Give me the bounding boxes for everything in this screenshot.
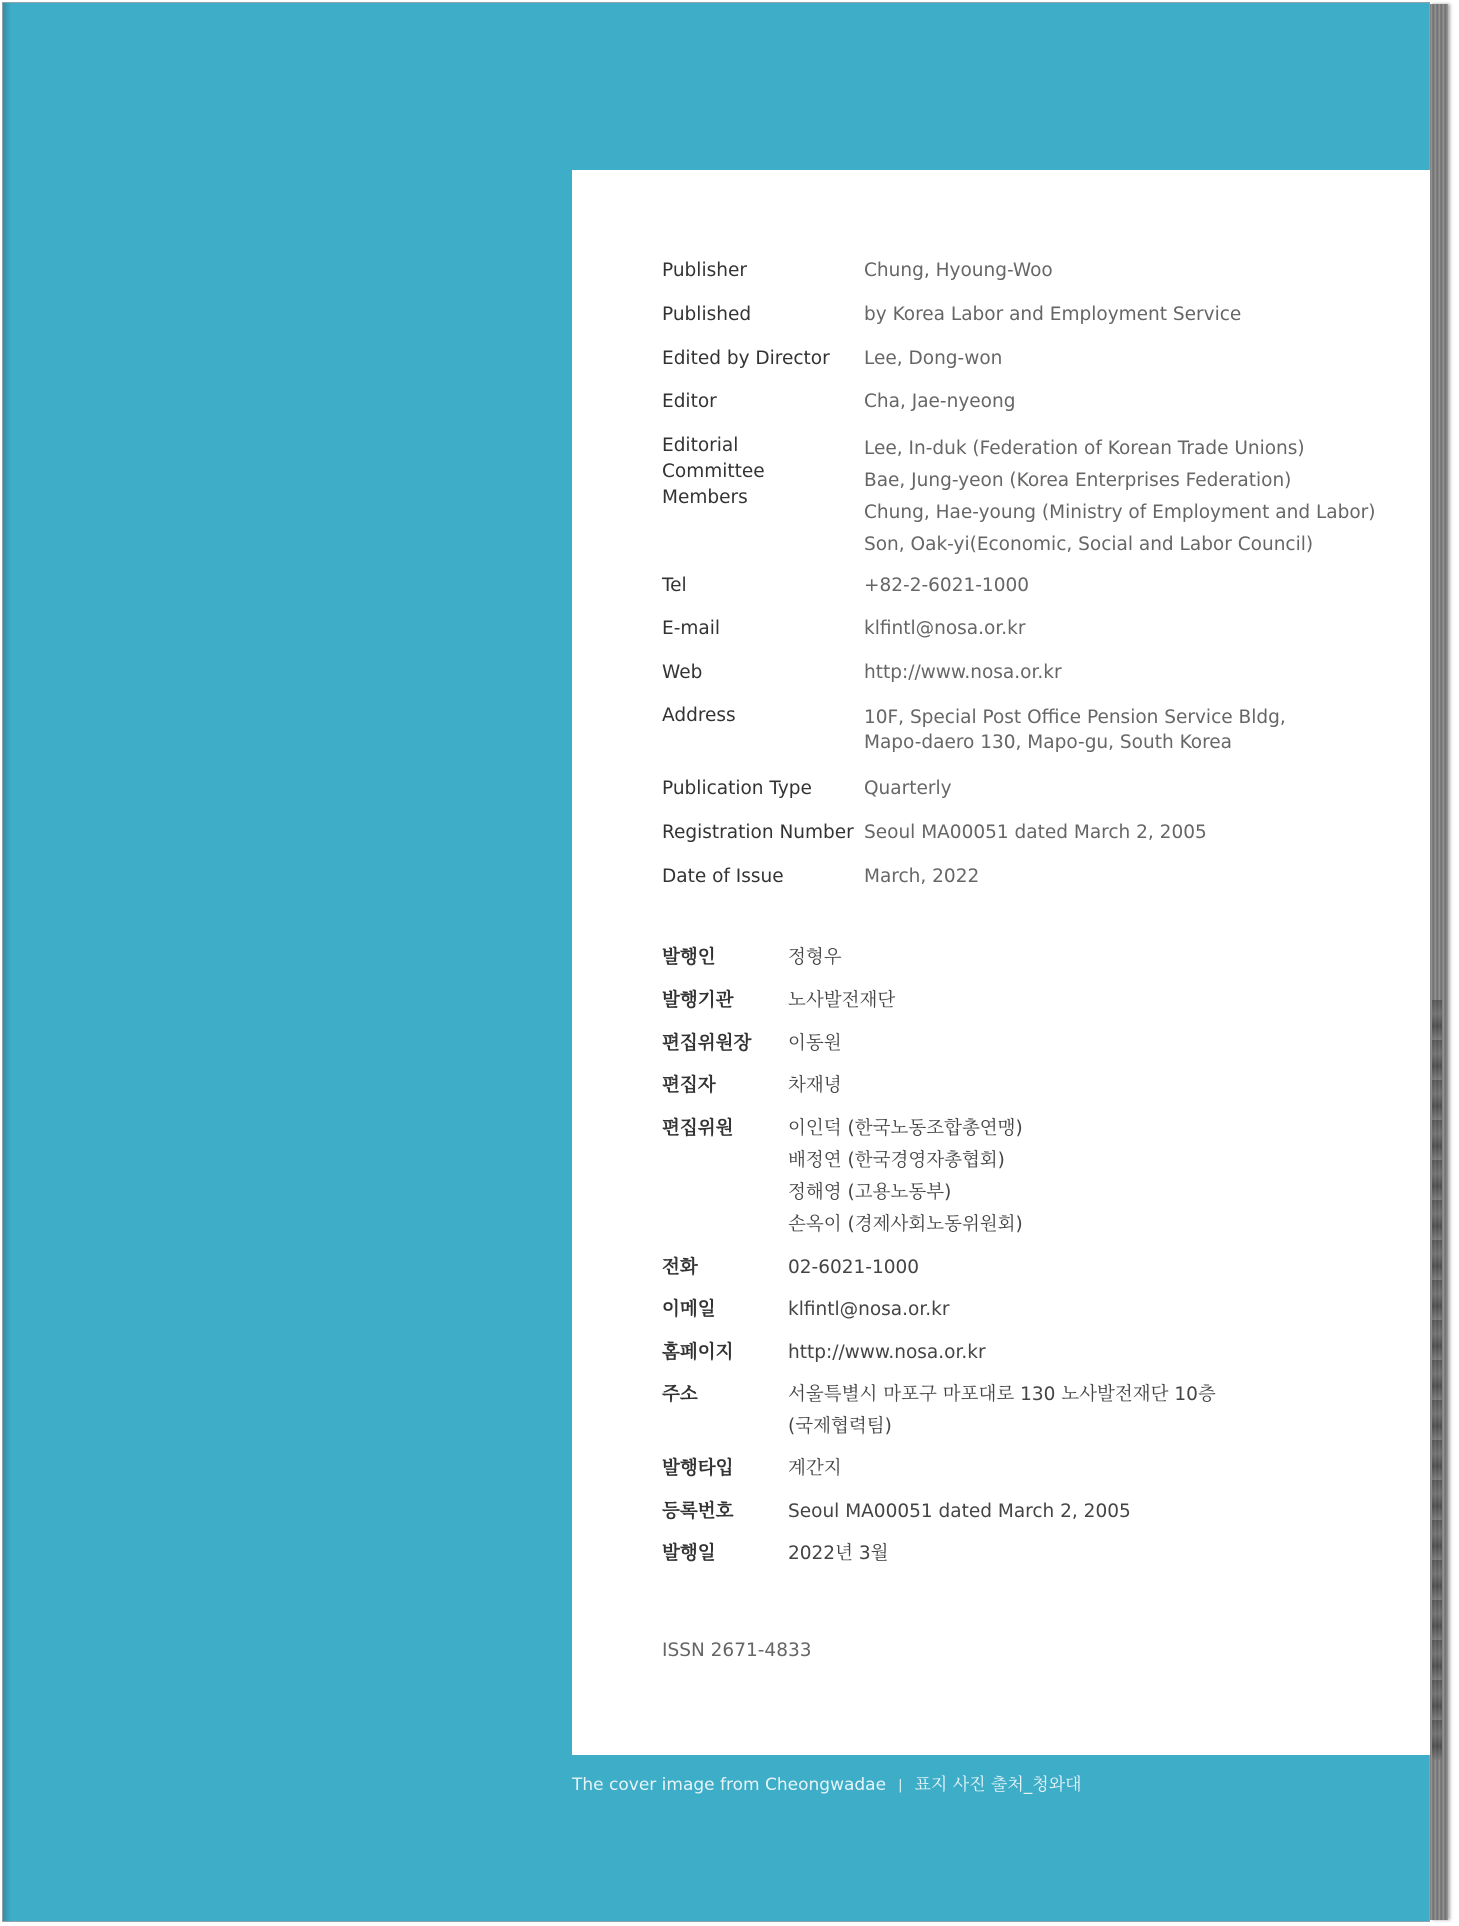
label-ko-address: 주소: [662, 1384, 698, 1405]
row-ko-date: [662, 1538, 1422, 1581]
value-ko-editor: 차재녕: [788, 1075, 842, 1096]
value-committee-member: Son, Oak-yi(Economic, Social and Labor Council): [864, 533, 1314, 555]
issn: ISSN 2671-4833: [662, 1640, 812, 1661]
credit-korean: 표지 사진 출처_청와대: [914, 1775, 1082, 1795]
row-editor: [662, 389, 1422, 433]
row-publication-type: [662, 776, 1422, 820]
label-ko-editor: 편집자: [662, 1075, 716, 1096]
row-address: [662, 703, 1422, 776]
label-edited-by: Edited by Director: [662, 347, 830, 369]
row-registration-number: [662, 820, 1422, 864]
value-publication-type: Quarterly: [864, 778, 952, 799]
row-edited-by: [662, 346, 1422, 390]
row-editorial-committee: [662, 433, 1422, 573]
value-committee-member: Chung, Hae-young (Ministry of Employment and Labor): [864, 501, 1376, 523]
row-ko-address: [662, 1379, 1422, 1453]
value-ko-date: 2022년 3월: [788, 1543, 889, 1564]
row-ko-committee: [662, 1113, 1422, 1252]
masthead-english: [662, 258, 1422, 908]
masthead-panel: [572, 170, 1430, 1755]
value-web: http://www.nosa.or.kr: [864, 661, 1062, 683]
value-ko-registration: Seoul MA00051 dated March 2, 2005: [788, 1500, 1131, 1522]
value-address-line: 10F, Special Post Office Pension Service Bldg,: [864, 707, 1286, 728]
value-date-of-issue: March, 2022: [864, 865, 980, 887]
row-tel: [662, 573, 1422, 617]
value-ko-tel: 02-6021-1000: [788, 1256, 920, 1278]
value-committee-member: Bae, Jung-yeon (Korea Enterprises Federation): [864, 469, 1292, 491]
row-ko-editor: [662, 1070, 1422, 1113]
value-committee-member: Lee, In-duk (Federation of Korean Trade Unions): [864, 437, 1305, 459]
value-ko-committee-member: 이인덕 (한국노동조합총연맹): [788, 1117, 1023, 1139]
row-ko-publishing-org: [662, 985, 1422, 1028]
cover-image-credit: [572, 1770, 1082, 1795]
label-publication-type: Publication Type: [662, 778, 812, 799]
spine-shadow: [3, 3, 11, 1921]
label-editorial-committee: Editorial Committee Members: [662, 434, 765, 508]
label-ko-publishing-org: 발행기관: [662, 990, 734, 1011]
value-ko-committee-member: 배정연 (한국경영자총협회): [788, 1149, 1005, 1171]
value-ko-address-line: (국제협력팀): [788, 1416, 892, 1437]
label-publisher: Publisher: [662, 260, 747, 281]
row-published: [662, 302, 1422, 346]
value-ko-email: klfintl@nosa.or.kr: [788, 1299, 950, 1320]
value-ko-publication-type: 계간지: [788, 1458, 842, 1479]
label-registration-number: Registration Number: [662, 821, 854, 843]
value-edited-by: Lee, Dong-won: [864, 347, 1003, 369]
label-ko-publication-type: 발행타입: [662, 1458, 734, 1479]
label-ko-publisher: 발행인: [662, 947, 716, 968]
row-publisher: [662, 258, 1422, 302]
label-ko-tel: 전화: [662, 1256, 698, 1278]
label-ko-registration: 등록번호: [662, 1500, 734, 1522]
value-email: klfintl@nosa.or.kr: [864, 618, 1026, 639]
label-address: Address: [662, 705, 736, 726]
value-publisher: Chung, Hyoung-Woo: [864, 260, 1053, 281]
label-ko-editor-in-chief: 편집위원장: [662, 1032, 752, 1054]
row-ko-homepage: [662, 1337, 1422, 1380]
row-ko-email: [662, 1294, 1422, 1337]
row-ko-publication-type: [662, 1453, 1422, 1496]
label-date-of-issue: Date of Issue: [662, 865, 784, 887]
value-ko-publishing-org: 노사발전재단: [788, 990, 896, 1011]
label-ko-homepage: 홈페이지: [662, 1341, 734, 1363]
label-ko-date: 발행일: [662, 1543, 716, 1564]
credit-separator: |: [898, 1778, 903, 1793]
value-ko-committee-member: 손옥이 (경제사회노동위원회): [788, 1213, 1023, 1235]
label-ko-email: 이메일: [662, 1299, 716, 1320]
value-ko-homepage: http://www.nosa.or.kr: [788, 1341, 986, 1363]
row-ko-registration: [662, 1496, 1422, 1539]
row-web: [662, 660, 1422, 704]
value-ko-address-line: 서울특별시 마포구 마포대로 130 노사발전재단 10층: [788, 1384, 1216, 1405]
label-published: Published: [662, 304, 752, 325]
row-ko-editor-in-chief: [662, 1028, 1422, 1071]
row-date-of-issue: [662, 864, 1422, 908]
label-email: E-mail: [662, 618, 721, 639]
value-ko-committee-member: 정해영 (고용노동부): [788, 1181, 952, 1203]
value-ko-editor-in-chief: 이동원: [788, 1032, 842, 1054]
value-ko-publisher: 정형우: [788, 947, 842, 968]
label-editor: Editor: [662, 391, 717, 412]
value-registration-number: Seoul MA00051 dated March 2, 2005: [864, 821, 1207, 843]
row-ko-publisher: [662, 942, 1422, 985]
label-ko-committee: 편집위원: [662, 1117, 734, 1139]
value-published: by Korea Labor and Employment Service: [864, 304, 1242, 325]
row-ko-tel: [662, 1252, 1422, 1295]
value-tel: +82-2-6021-1000: [864, 574, 1030, 596]
masthead-korean: [662, 942, 1422, 1581]
row-email: [662, 616, 1422, 660]
value-editor: Cha, Jae-nyeong: [864, 391, 1016, 412]
label-tel: Tel: [662, 574, 687, 596]
credit-english: The cover image from Cheongwadae: [572, 1775, 887, 1795]
value-address-line: Mapo-daero 130, Mapo-gu, South Korea: [864, 732, 1233, 753]
page-edges-inner: [1432, 1000, 1442, 1760]
label-web: Web: [662, 661, 703, 683]
